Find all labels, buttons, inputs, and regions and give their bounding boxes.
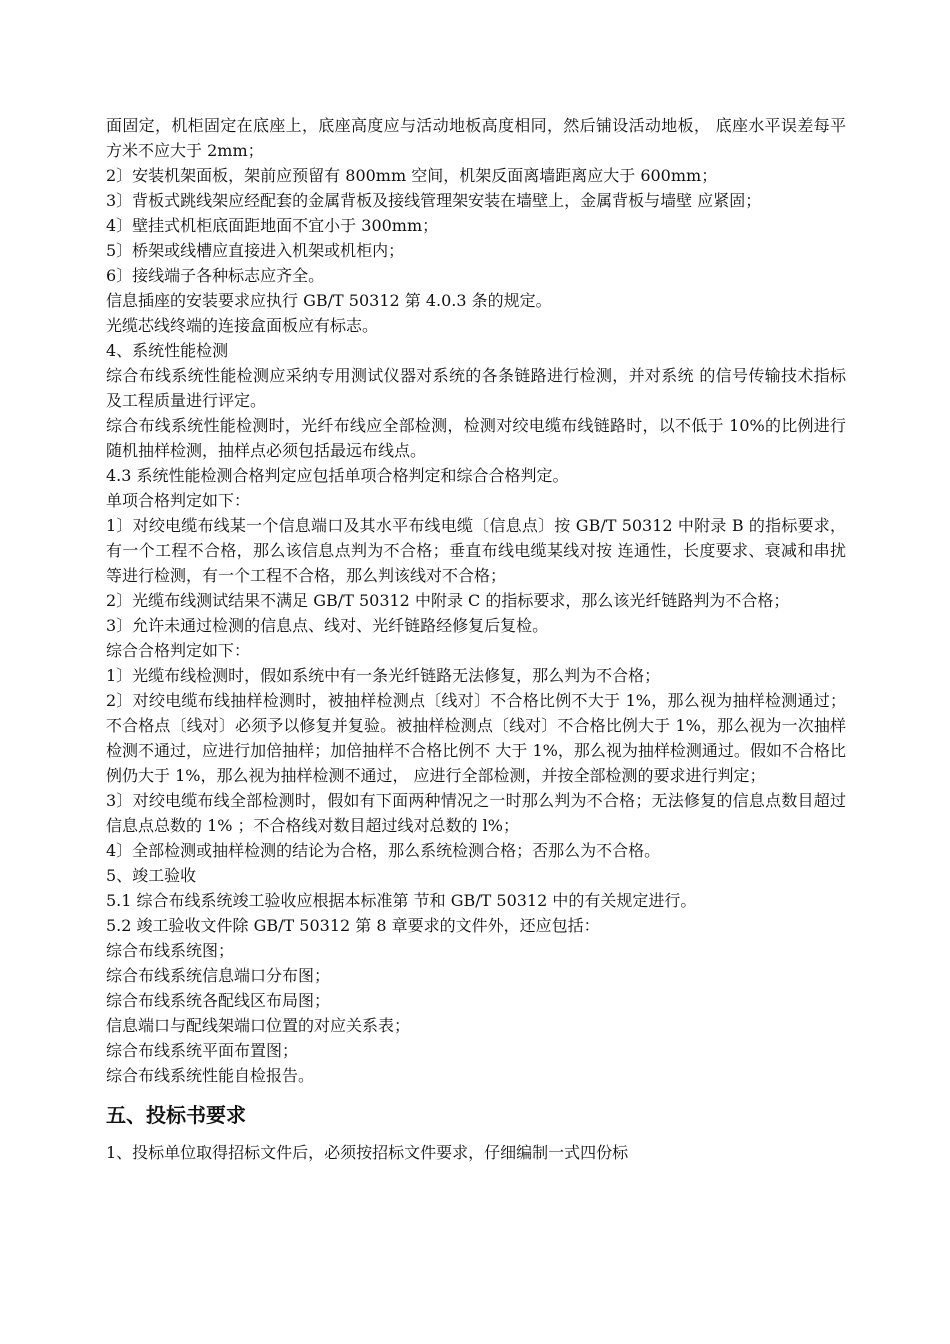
section-title: 4、系统性能检测	[106, 341, 229, 360]
paragraph: 1〕光缆布线检测时，假如系统中有一条光纤链路无法修复，那么判为不合格；	[106, 666, 661, 685]
paragraph: 1、投标单位取得招标文件后，必须按招标文件要求，仔细编制一式四份标	[106, 1143, 629, 1162]
paragraph: 5.1 综合布线系统竣工验收应根据本标准第 节和 GB/T 50312 中的有关规定进行。	[106, 891, 697, 910]
paragraph: 光缆芯线终端的连接盒面板应有标志。	[106, 316, 379, 335]
paragraph: 3〕允许未通过检测的信息点、线对、光纤链路经修复后复检。	[106, 616, 549, 635]
paragraph: 5.2 竣工验收文件除 GB/T 50312 第 8 章要求的文件外，还应包括：	[106, 916, 600, 935]
paragraph: 信息插座的安装要求应执行 GB/T 50312 第 4.0.3 条的规定。	[106, 291, 552, 310]
document-body	[106, 113, 846, 1165]
paragraph: 4〕全部检测或抽样检测的结论为合格，那么系统检测合格；否那么为不合格。	[106, 841, 661, 860]
paragraph: 单项合格判定如下：	[106, 491, 251, 510]
list-item: 信息端口与配线架端口位置的对应关系表；	[106, 1016, 411, 1035]
paragraph: 综合布线系统性能检测时，光纤布线应全部检测，检测对绞电缆布线链路时，以不低于 10%的比例进行随机抽样检测，抽样点必须包括最远布线点。	[106, 416, 846, 460]
list-item: 综合布线系统信息端口分布图；	[106, 966, 331, 985]
paragraph: 1〕对绞电缆布线某一个信息端口及其水平布线电缆〔信息点〕按 GB/T 50312 中附录 B 的指标要求，有一个工程不合格，那么该信息点判为不合格；垂直布线电缆某线对按 连通性，长度要求、衰减和串扰等进行检测，有一个工程不合格，那么判该线对不合格；	[106, 516, 846, 585]
chapter-heading: 五、投标书要求	[106, 1103, 246, 1127]
list-item: 综合布线系统各配线区布局图；	[106, 991, 331, 1010]
paragraph: 2〕对绞电缆布线抽样检测时，被抽样检测点〔线对〕不合格比例不大于 1%，那么视为抽样检测通过；不合格点〔线对〕必须予以修复并复验。被抽样检测点〔线对〕不合格比例大于 1%，那么视为一次抽样检测不通过，应进行加倍抽样；加倍抽样不合格比例不 大于 1%，那么视为抽样检测通过。假如不合格比例仍大于 1%，那么视为抽样检测不通过， 应进行全部检测，并按全部检测的要求进行判定；	[106, 691, 846, 785]
paragraph: 2〕光缆布线测试结果不满足 GB/T 50312 中附录 C 的指标要求，那么该光纤链路判为不合格；	[106, 591, 790, 610]
list-item: 综合布线系统性能自检报告。	[106, 1066, 315, 1085]
section-title: 5、竣工验收	[106, 866, 197, 885]
paragraph: 面固定，机柜固定在底座上，底座高度应与活动地板高度相同，然后铺设活动地板， 底座水平误差每平方米不应大于 2mm；	[106, 116, 846, 160]
paragraph: 综合布线系统性能检测应采纳专用测试仪器对系统的各条链路进行检测，并对系统 的信号传输技术指标及工程质量进行评定。	[106, 366, 846, 410]
paragraph: 4〕壁挂式机柜底面距地面不宜小于 300mm；	[106, 216, 439, 235]
paragraph: 4.3 系统性能检测合格判定应包括单项合格判定和综合合格判定。	[106, 466, 569, 485]
paragraph: 综合合格判定如下：	[106, 641, 251, 660]
paragraph: 5〕桥架或线槽应直接进入机架或机柜内；	[106, 241, 405, 260]
paragraph: 2〕安装机架面板，架前应预留有 800mm 空间，机架反面离墙距离应大于 600mm；	[106, 166, 718, 185]
paragraph: 3〕对绞电缆布线全部检测时，假如有下面两种情况之一时那么判为不合格；无法修复的信息点数目超过信息点总数的 1% ；不合格线对数目超过线对总数的 l%；	[106, 791, 846, 835]
paragraph: 6〕接线端子各种标志应齐全。	[106, 266, 325, 285]
list-item: 综合布线系统平面布置图；	[106, 1041, 299, 1060]
list-item: 综合布线系统图；	[106, 941, 235, 960]
paragraph: 3〕背板式跳线架应经配套的金属背板及接线管理架安装在墙壁上，金属背板与墙壁 应紧固；	[106, 191, 762, 210]
